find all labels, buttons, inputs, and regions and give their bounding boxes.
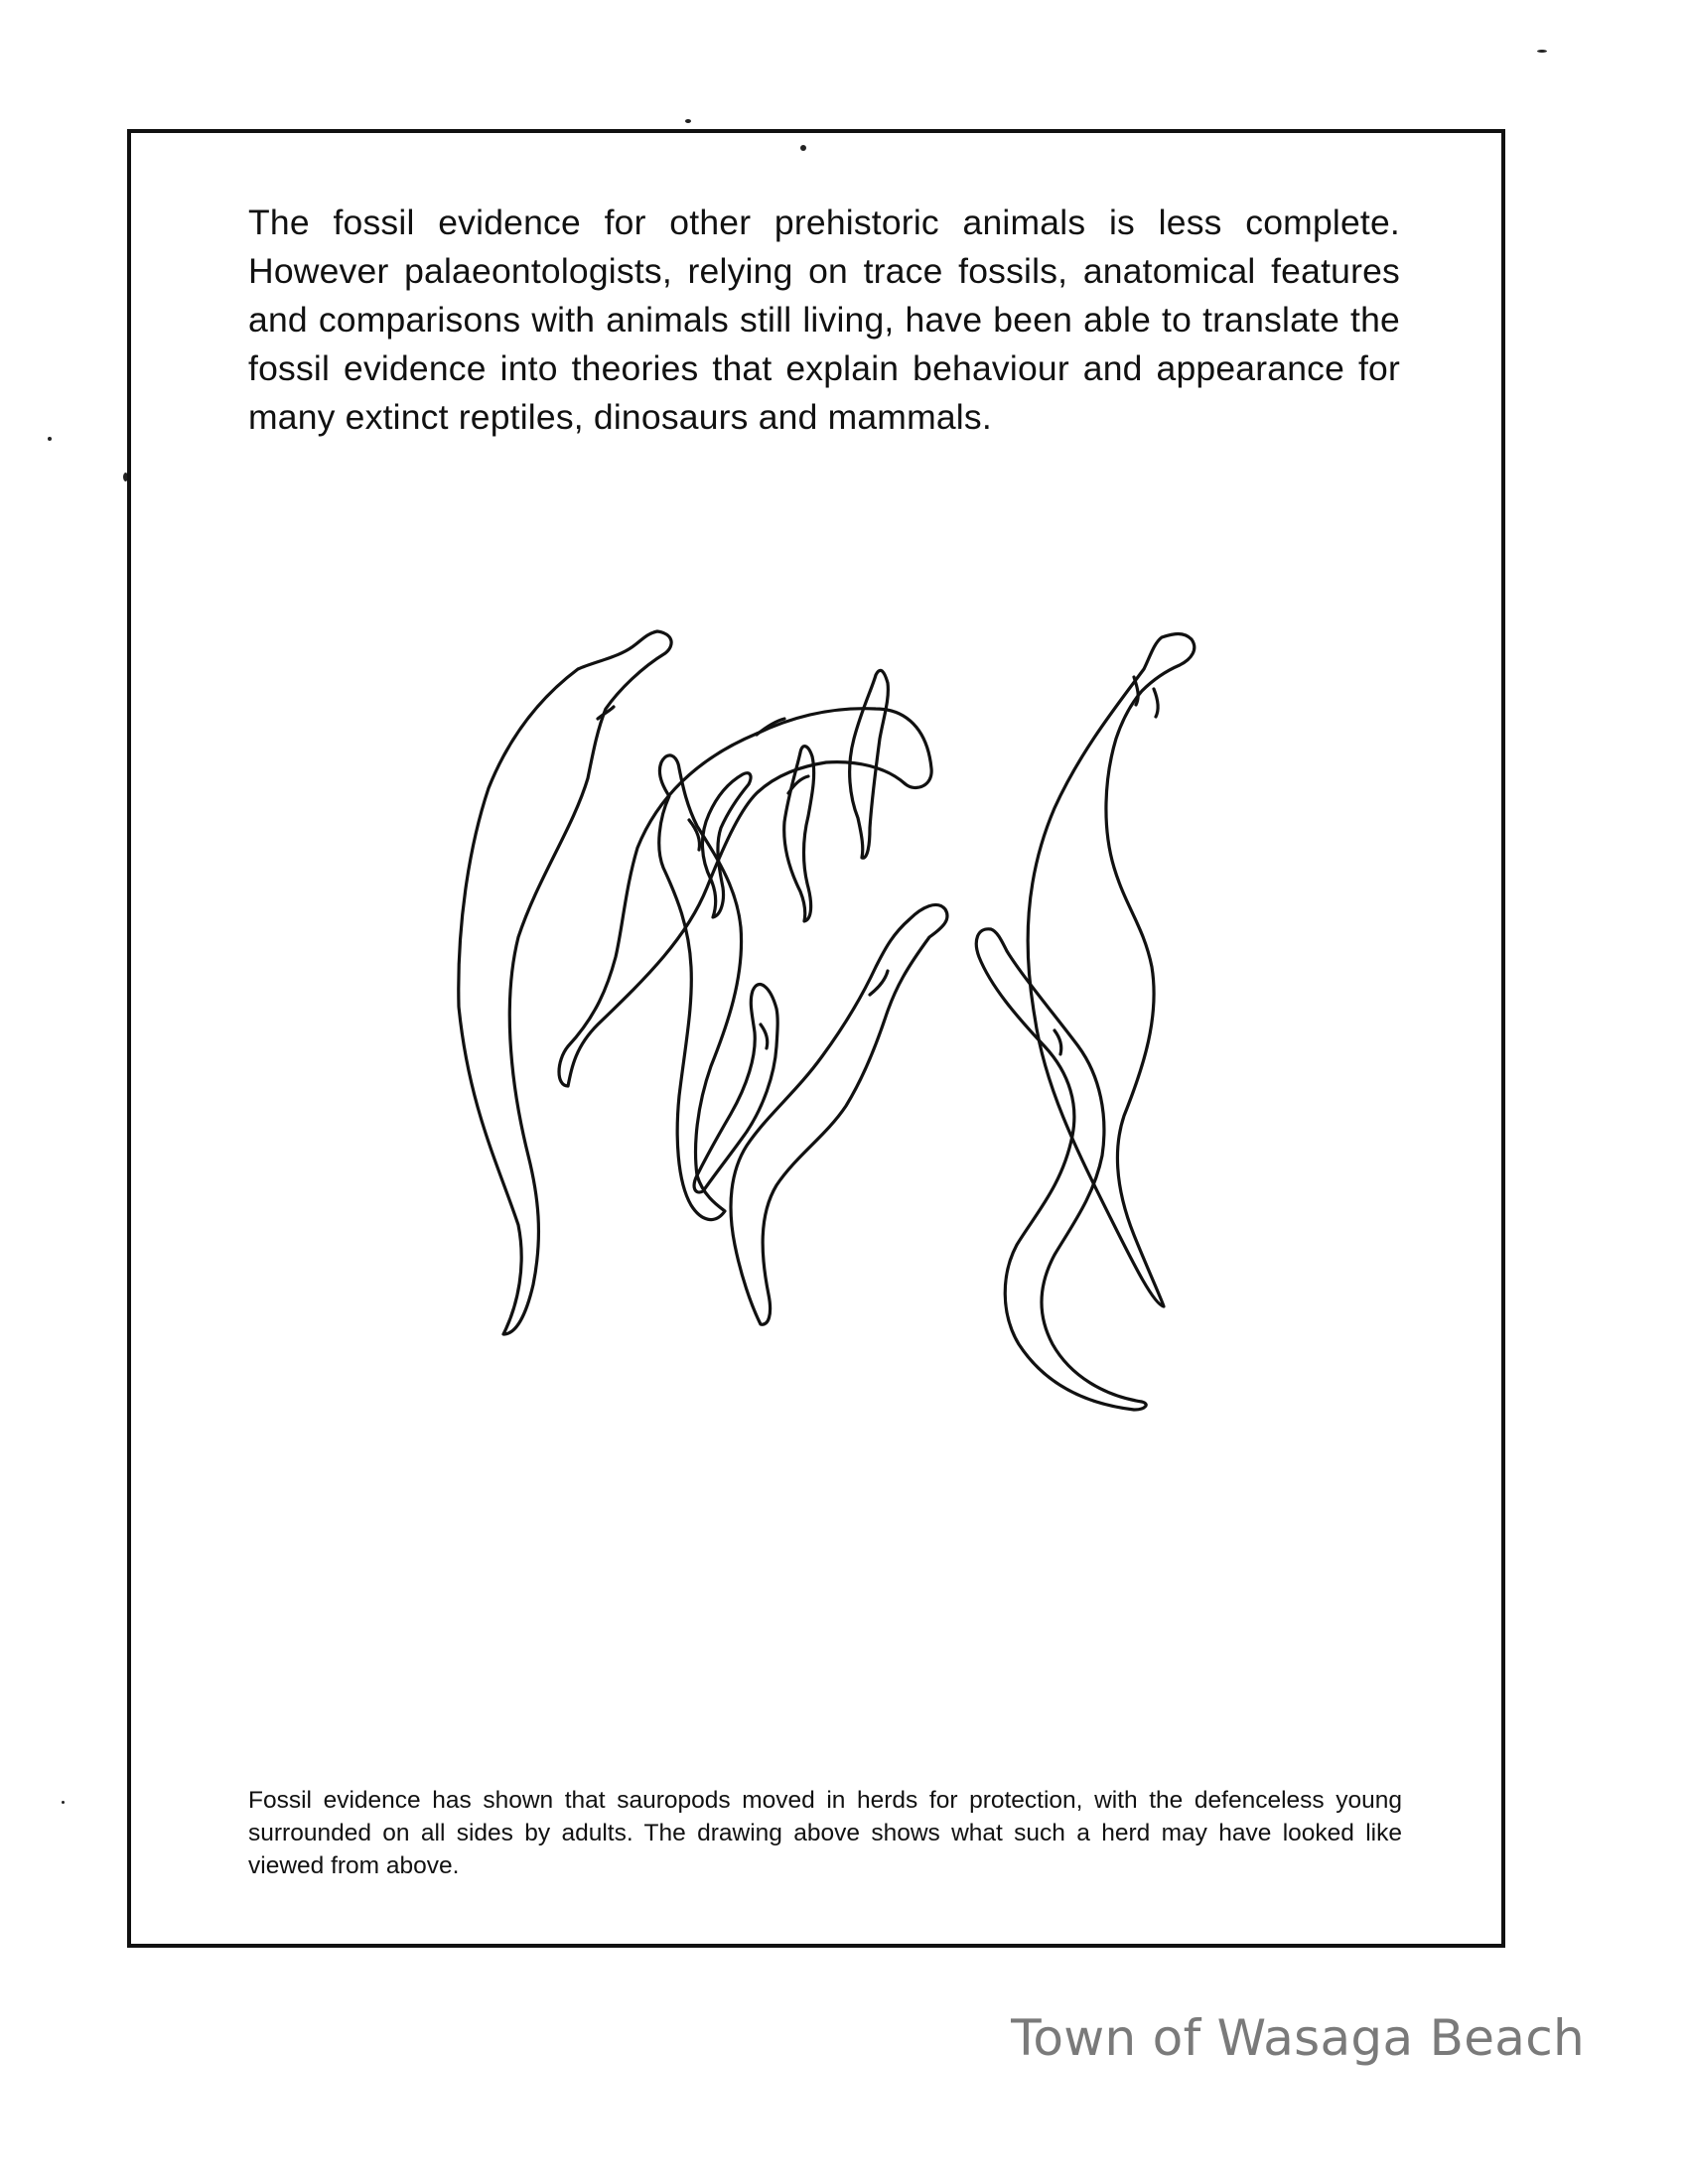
scan-speck xyxy=(62,1801,65,1804)
illustration-caption: Fossil evidence has shown that sauropods moved in herds for protection, with the defenceless young surrounded on all sides by adults. The drawing above shows what such a herd may have looked like viewed from above. xyxy=(248,1787,1402,1879)
sauropod-adult-7 xyxy=(694,985,777,1193)
page-border xyxy=(127,129,1505,1948)
sauropod-adult-4 xyxy=(659,755,742,1220)
intro-paragraph: The fossil evidence for other prehistoric animals is less complete. However palaeontologists, relying on trace fossils, anatomical features and comparisons with animals still living, have been able to translate the fossil evidence into theories that explain behaviour and appearance for many extinct reptiles, dinosaurs and mammals. xyxy=(248,203,1400,437)
scan-speck xyxy=(48,437,52,441)
sauropod-adult-6 xyxy=(976,929,1146,1410)
sauropod-herd-illustration xyxy=(359,550,1313,1801)
sauropod-adult-3 xyxy=(1028,634,1195,1307)
watermark-text: Town of Wasaga Beach xyxy=(1011,2009,1585,2067)
scan-speck xyxy=(685,119,691,123)
sauropod-adult-5 xyxy=(731,904,947,1324)
scan-speck xyxy=(1537,50,1547,53)
